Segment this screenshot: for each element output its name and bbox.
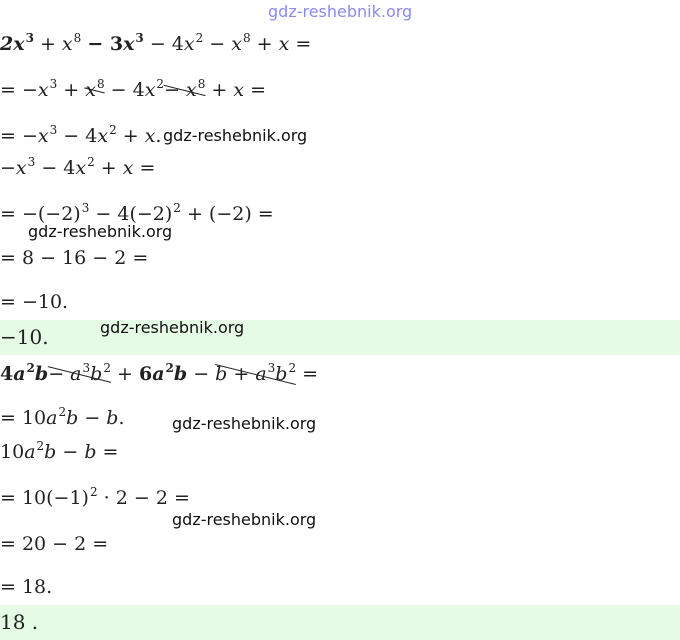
expression-line: $-x^3 - 4x^2 + x$ =: [0, 155, 156, 179]
expression-line: $10a^2b - b$ =: [0, 439, 119, 463]
expression-line: = $-(-2)^3 - 4(-2)^2 + (-2)$ =: [0, 201, 274, 225]
expression-line: = $10(-1)^2 \cdot 2 - 2$ =: [0, 485, 190, 509]
expression-line: = $10a^2b - b$.: [0, 405, 125, 429]
watermark: gdz-reshebnik.org: [172, 414, 317, 433]
watermark: gdz-reshebnik.org: [172, 510, 317, 529]
answer-line: −10.: [0, 325, 49, 349]
expression-line: = 18.: [0, 576, 53, 598]
expression-line: = $-x^3 - 4x^2 + x$.: [0, 123, 162, 147]
expression-line: $2x^3 + x^8 - 3x^3 - 4x^2 - x^8 + x$ =: [0, 31, 312, 55]
expression-line: = $-x^3 + x^8 - 4x^2- x^8 + x$ =: [0, 78, 266, 104]
answer-highlight-2: [0, 605, 680, 640]
watermark: gdz-reshebnik.org: [28, 222, 173, 241]
answer-line: 18 .: [0, 610, 39, 634]
watermark: gdz-reshebnik.org: [268, 2, 413, 21]
expression-line: $4a^2b- a^3b^2 + 6a^2b - b + a^3b^2$ =: [0, 362, 318, 388]
watermark: gdz-reshebnik.org: [163, 126, 308, 145]
expression-line: = −10.: [0, 291, 69, 313]
watermark: gdz-reshebnik.org: [100, 318, 245, 337]
expression-line: = 8 − 16 − 2 =: [0, 247, 149, 269]
expression-line: = 20 − 2 =: [0, 533, 109, 555]
